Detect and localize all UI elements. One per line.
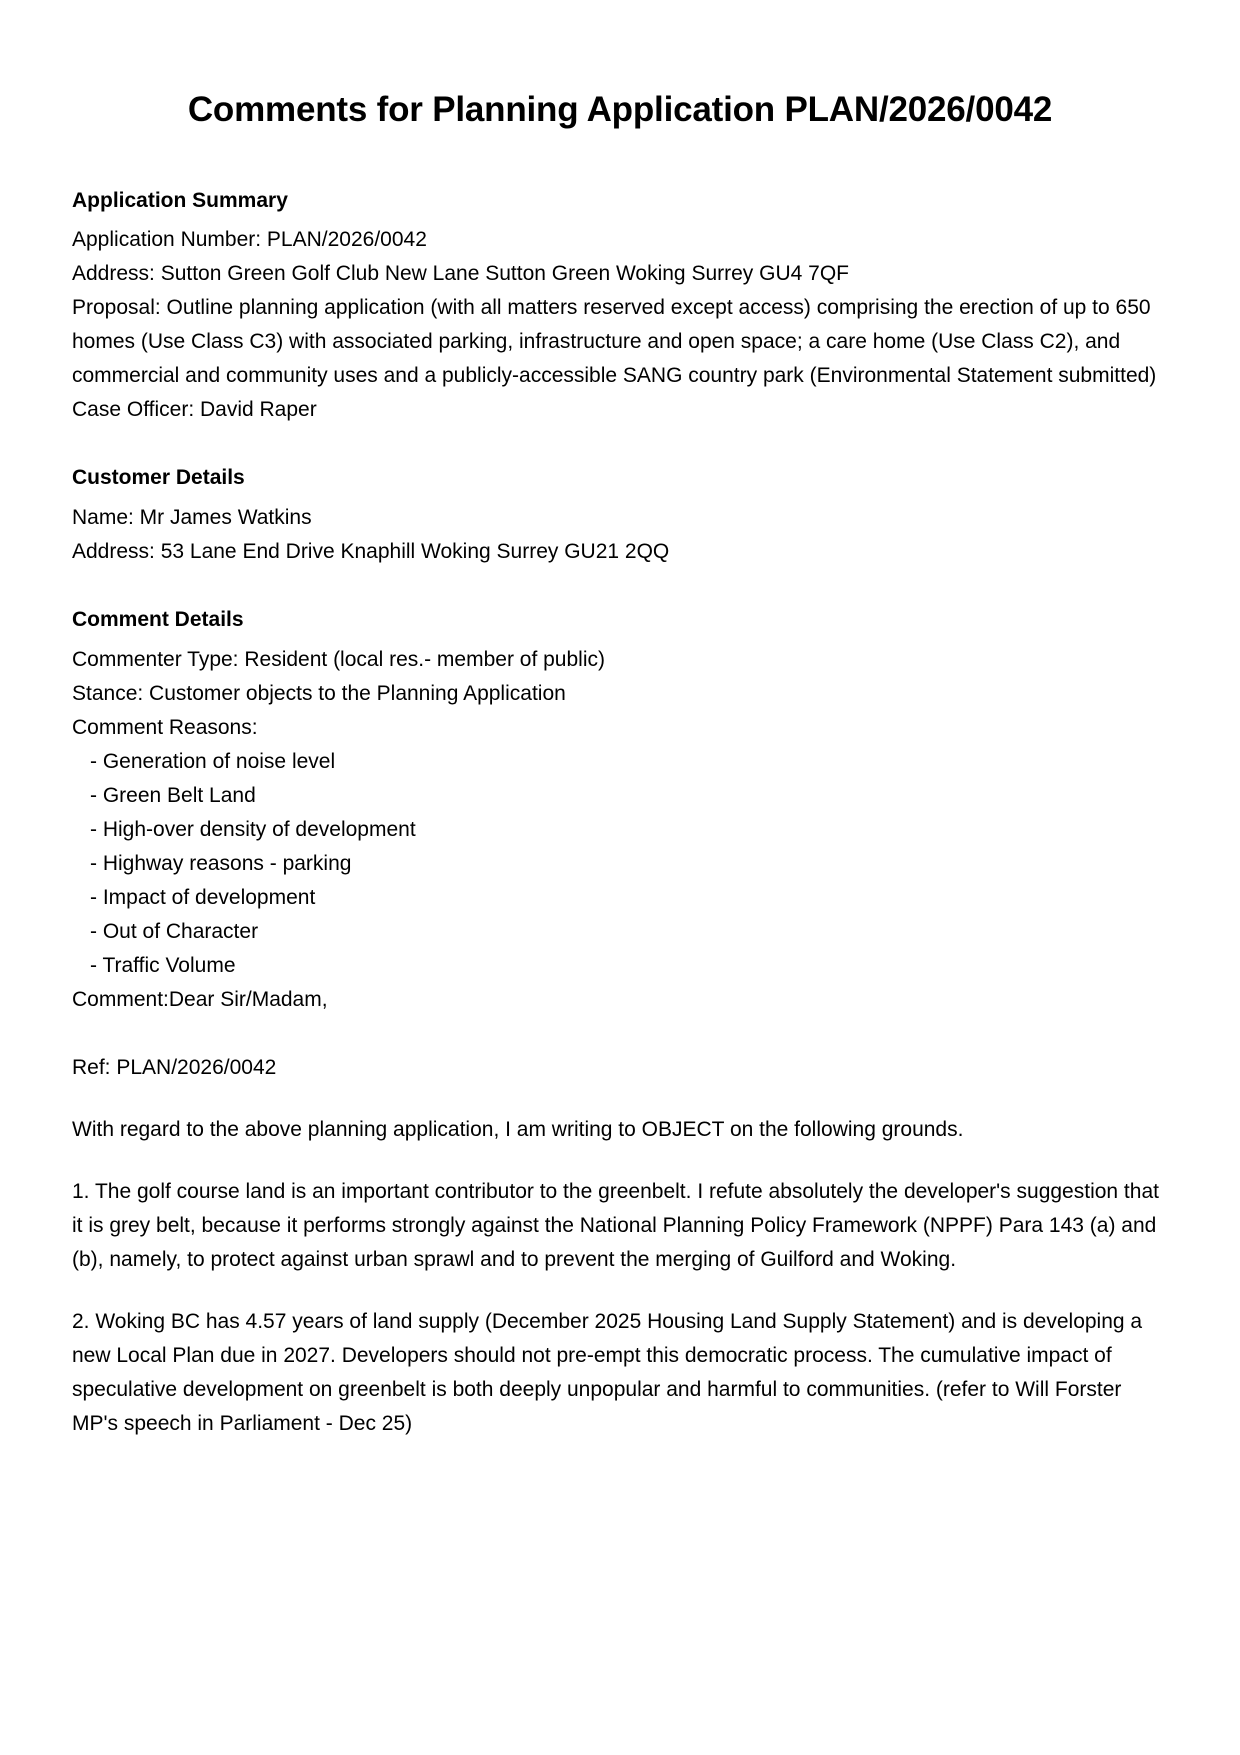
comment-reasons-list — [72, 745, 1168, 983]
comment-reasons-label: Comment Reasons: — [72, 715, 258, 739]
list-item: - Green Belt Land — [90, 783, 256, 807]
comment-salutation: Comment:Dear Sir/Madam, — [72, 987, 328, 1011]
comment-paragraph-intro: With regard to the above planning application, I am writing to OBJECT on the following grounds. — [72, 1117, 964, 1141]
customer-details-section — [72, 461, 1168, 569]
application-number: Application Number: PLAN/2026/0042 — [72, 228, 427, 252]
case-officer: Case Officer: David Raper — [72, 398, 317, 422]
comment-paragraph-2: 2. Woking BC has 4.57 years of land supply (December 2025 Housing Land Supply Statement) and is developing a new Local Plan due in 2027. Developers should not pre-empt this democratic process. The cumulative impact of speculative development on greenbelt is both deeply unpopular and harmful to communities. (refer to Will Forster MP's speech in Parliament - Dec 25) — [72, 1309, 1143, 1435]
list-item: - Traffic Volume — [90, 953, 236, 977]
application-address: Address: Sutton Green Golf Club New Lane Sutton Green Woking Surrey GU4 7QF — [72, 262, 849, 286]
comment-stance: Stance: Customer objects to the Planning Application — [72, 681, 566, 705]
list-item: - Impact of development — [90, 885, 316, 909]
comment-details-section — [72, 603, 1168, 1017]
comment-details-heading: Comment Details — [72, 608, 244, 632]
customer-address: Address: 53 Lane End Drive Knaphill Woking Surrey GU21 2QQ — [72, 540, 670, 564]
list-item: - Generation of noise level — [90, 749, 336, 773]
commenter-type: Commenter Type: Resident (local res.- member of public) — [72, 647, 605, 671]
customer-name: Name: Mr James Watkins — [72, 506, 312, 530]
list-item: - Highway reasons - parking — [90, 851, 352, 875]
page-title: Comments for Planning Application PLAN/2026/0042 — [187, 90, 1053, 129]
comment-paragraph-1: 1. The golf course land is an important contributor to the greenbelt. I refute absolutely the developer's suggestion that it is grey belt, because it performs strongly against the National Planning Policy Framework (NPPF) Para 143 (a) and (b), namely, to protect against urban sprawl and to prevent the merging of Guilford and Woking. — [72, 1179, 1159, 1271]
customer-details-heading: Customer Details — [72, 466, 245, 490]
list-item: - Out of Character — [90, 919, 259, 943]
application-proposal: Proposal: Outline planning application (with all matters reserved except access) comprising the erection of up to 650 homes (Use Class C3) with associated parking, infrastructure and open space; a care home (Use Class C2), and commercial and community uses and a publicly-accessible SANG country park (Environmental Statement submitted) — [72, 296, 1157, 388]
application-summary-section — [72, 184, 1168, 428]
application-summary-heading: Application Summary — [72, 188, 288, 212]
comment-paragraph-ref: Ref: PLAN/2026/0042 — [72, 1055, 277, 1079]
list-item: - High-over density of development — [90, 817, 416, 841]
comment-body — [72, 1051, 1168, 1441]
